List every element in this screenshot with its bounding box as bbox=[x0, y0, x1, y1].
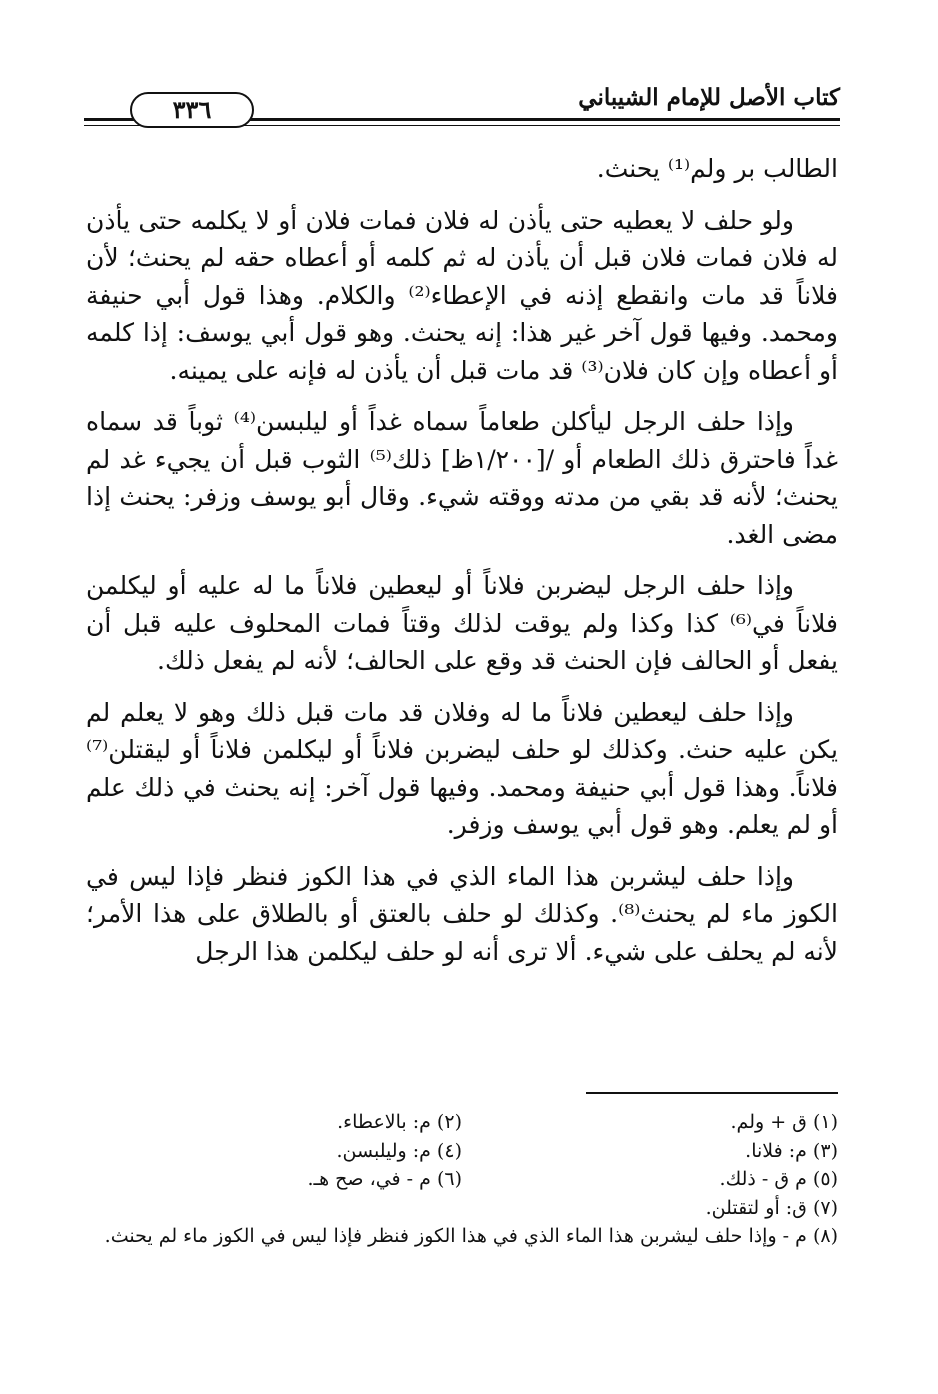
paragraph-2: ولو حلف لا يعطيه حتى يأذن له فلان فمات فلان أو لا يكلمه حتى يأذن له فلان فمات فلان قبل أن يأذن له ثم كلمه أو أعطاه حقه لم يحنث؛ لأن فلاناً قد مات وانقطع إذنه في الإعطاء⁽²⁾ والكلام. وهذا قول أبي حنيفة ومحمد. وفيها قول آخر غير هذا: إنه يحنث. وهو قول أبي يوسف: إذا كلمه أو أعطاه وإن كان فلان⁽³⁾ قد مات قبل أن يأذن له فإنه على يمينه. bbox=[86, 205, 838, 385]
footnote-2: (٢) م: بالاعطاء. bbox=[337, 1111, 462, 1133]
footnote-5: (٥) م ق - ذلك. bbox=[719, 1168, 838, 1190]
page-number: ٣٣٦ bbox=[130, 92, 254, 128]
footnote-4: (٤) م: وليلبسن. bbox=[336, 1139, 462, 1162]
paragraph-1: الطالب بر ولم⁽¹⁾ يحنث. bbox=[596, 154, 838, 183]
paragraph-6: وإذا حلف ليشربن هذا الماء الذي في هذا الكوز فنظر فإذا ليس في الكوز ماء لم يحنث⁽⁸⁾. وكذلك لو حلف بالعتق أو بالطلاق على هذا الأمر؛ لأنه لم يحلف على شيء. ألا ترى أنه لو حلف ليكلمن هذا الرجل bbox=[86, 861, 838, 966]
paragraph-5: وإذا حلف ليعطين فلاناً ما له وفلان قد مات قبل ذلك وهو لا يعلم لم يكن عليه حنث. وكذلك لو حلف ليضربن فلاناً أو ليكلمن فلاناً أو ليقتلن⁽⁷⁾ فلاناً. وهذا قول أبي حنيفة ومحمد. وفيها قول آخر: إنه يحنث في ذلك علم أو لم يعلم. وهو قول أبي يوسف وزفر. bbox=[86, 697, 838, 839]
footnote-8: (٨) م - وإذا حلف ليشربن هذا الماء الذي في هذا الكوز فنظر فإذا ليس في الكوز ماء لم يحنث. bbox=[104, 1225, 838, 1247]
book-title: كتاب الأصل للإمام الشيباني bbox=[578, 84, 840, 111]
footnote-row bbox=[86, 1165, 838, 1194]
footnote-row bbox=[86, 1137, 838, 1166]
footnote-divider bbox=[586, 1092, 838, 1094]
footnote-3: (٣) م: فلانا. bbox=[745, 1139, 838, 1162]
page-header bbox=[84, 78, 840, 128]
footnotes bbox=[86, 1108, 838, 1251]
footnote-1: (١) ق + ولم. bbox=[730, 1111, 838, 1133]
paragraph-4: وإذا حلف الرجل ليضربن فلاناً أو ليعطين فلاناً ما له عليه أو ليكلمن فلاناً في⁽⁶⁾ كذا وكذا ولم يوقت لذلك وقتاً فمات المحلوف عليه قبل أن يفعل أو الحالف فإن الحنث قد وقع على الحالف؛ لأنه لم يفعل ذلك. bbox=[86, 571, 838, 675]
footnote-row bbox=[86, 1194, 838, 1223]
footnote-row bbox=[86, 1222, 838, 1251]
footnote-6: (٦) م - في، صح هـ. bbox=[307, 1168, 462, 1190]
footnote-row bbox=[86, 1108, 838, 1137]
paragraph-3: وإذا حلف الرجل ليأكلن طعاماً سماه غداً أو ليلبسن⁽⁴⁾ ثوباً قد سماه غداً فاحترق ذلك الطعام أو /[١/٢٠٠ظ] ذلك⁽⁵⁾ الثوب قبل أن يجيء غد لم يحنث؛ لأنه قد بقي من مدته ووقته شيء. وقال أبو يوسف وزفر: يحنث إذا مضى الغد. bbox=[86, 407, 839, 549]
main-text bbox=[86, 150, 838, 984]
footnote-7: (٧) ق: أو لتقتلن. bbox=[705, 1196, 838, 1219]
